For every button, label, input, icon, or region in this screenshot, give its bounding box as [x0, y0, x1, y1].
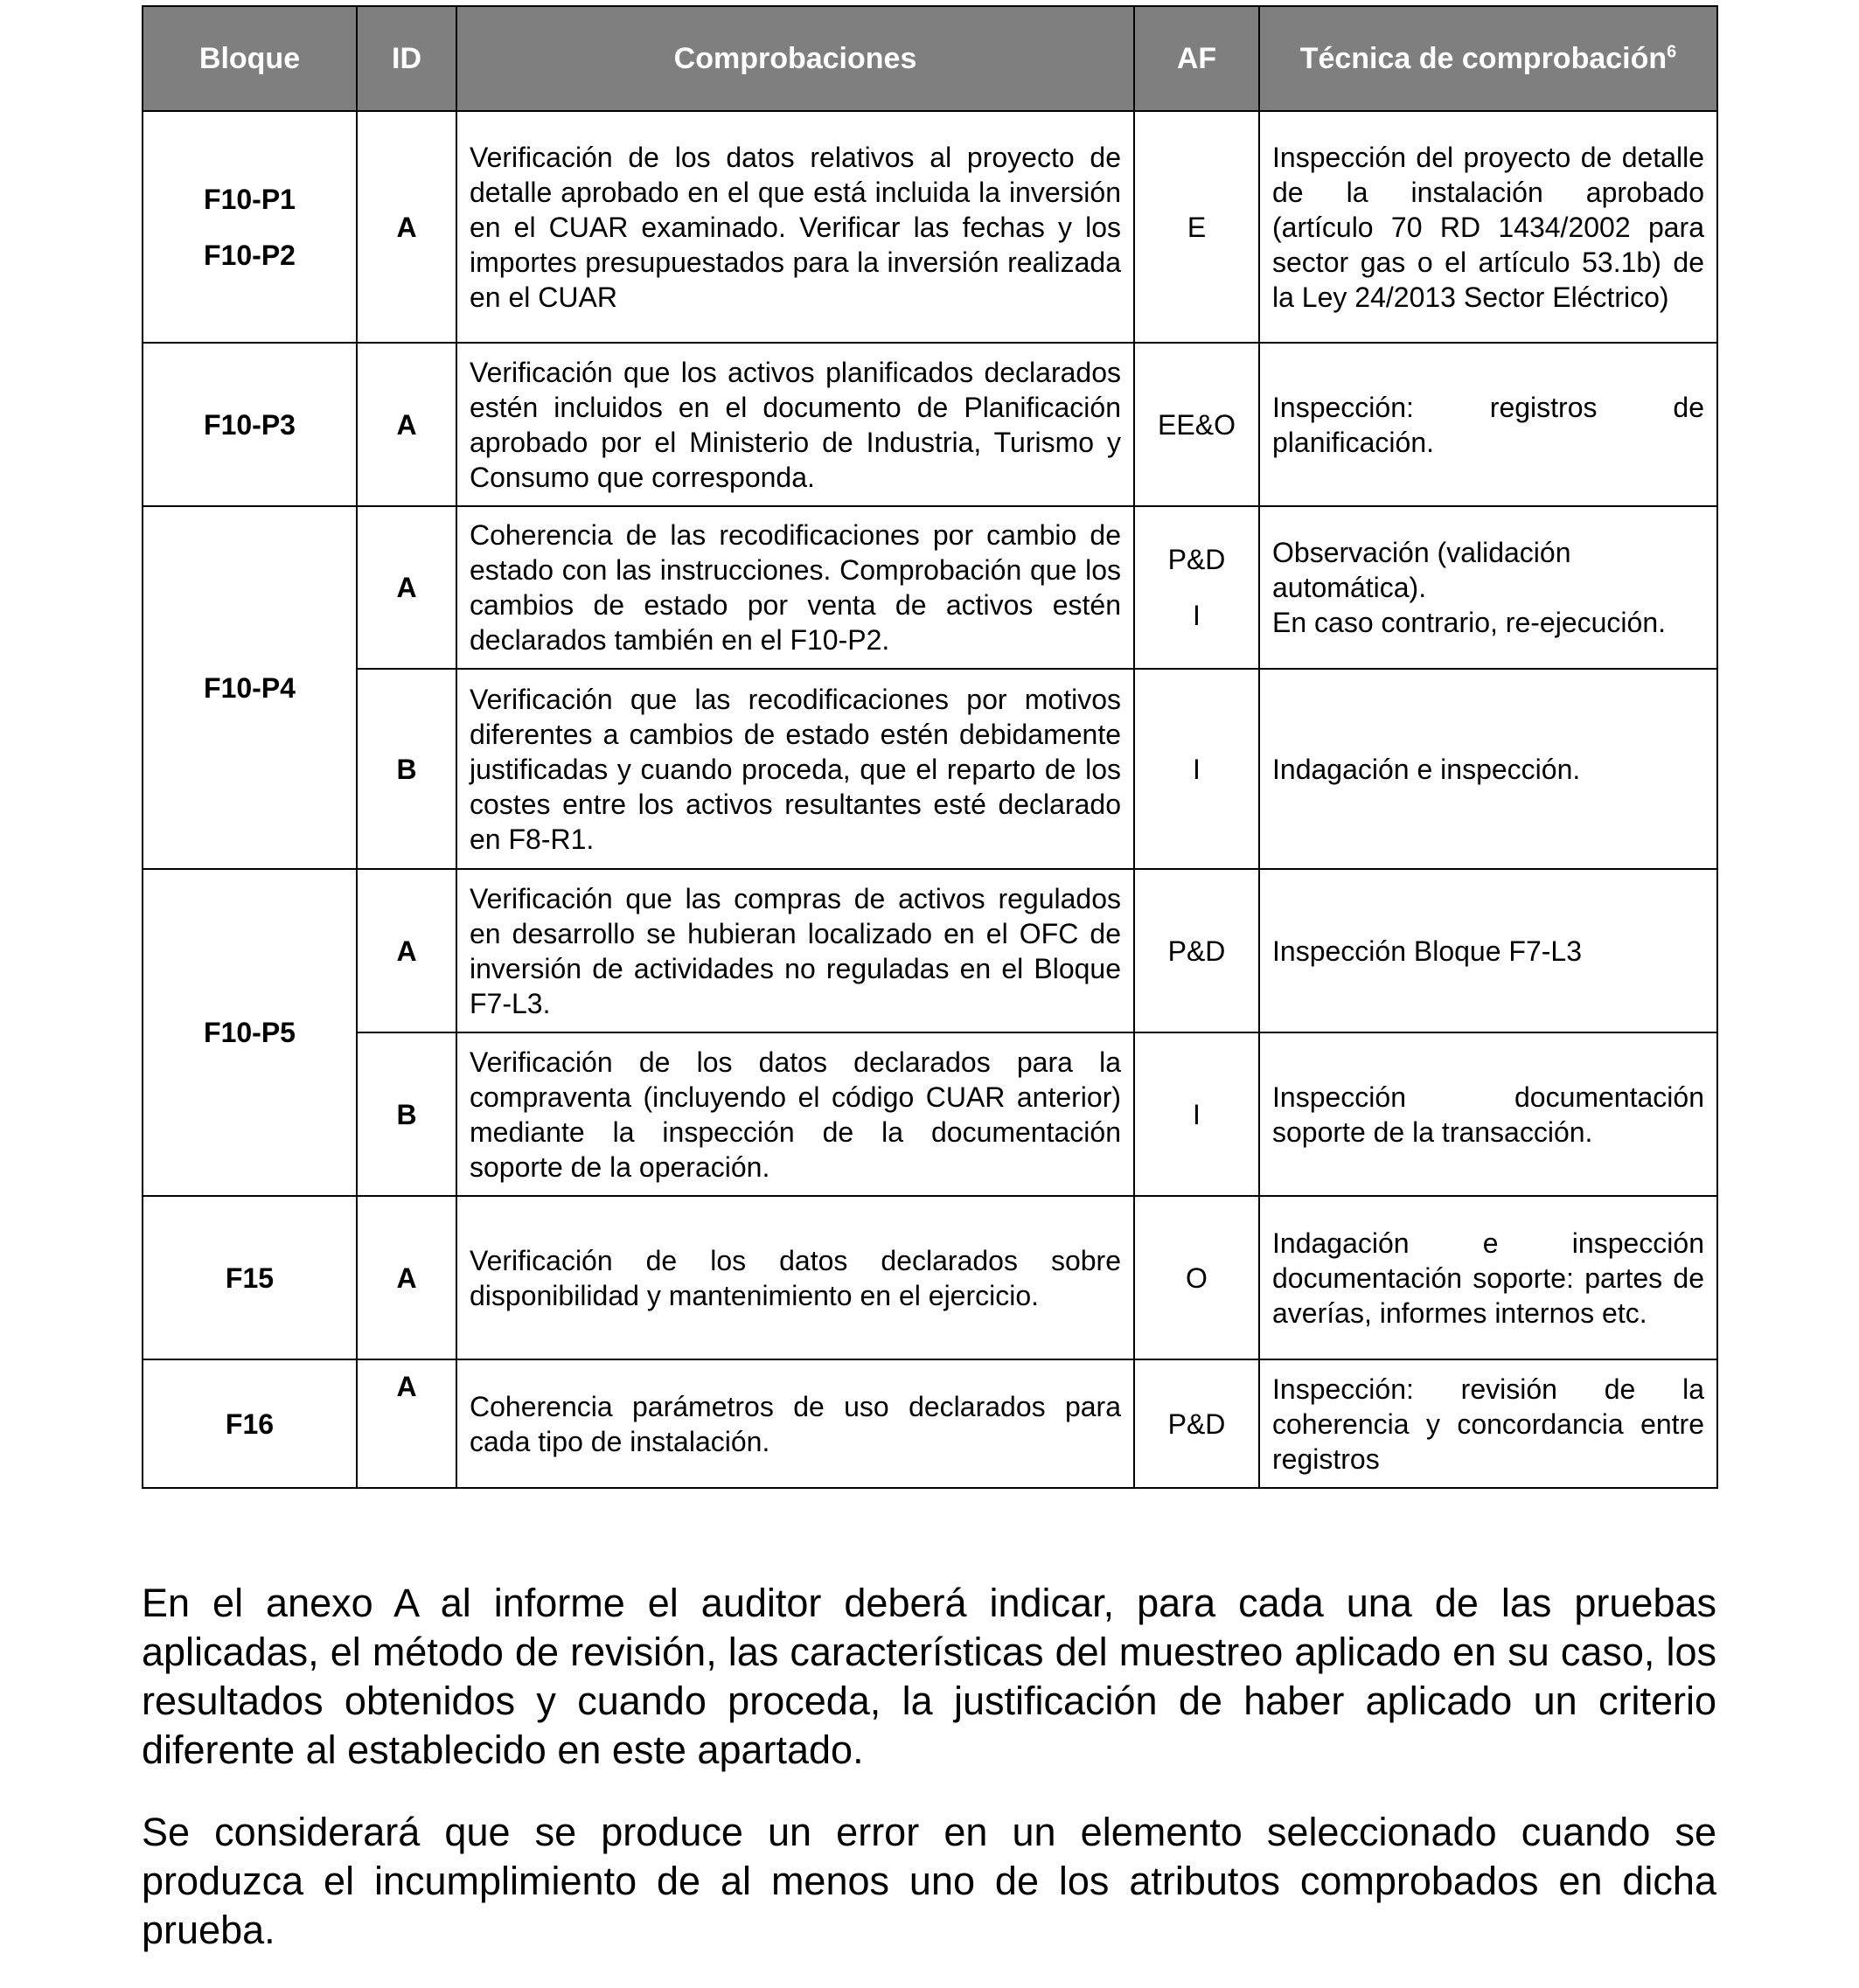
table-row [143, 869, 1717, 1032]
cell-id: A [357, 506, 456, 669]
cell-af: I [1134, 669, 1259, 869]
cell-af: E [1134, 111, 1259, 343]
verification-table [142, 5, 1718, 1489]
cell-bloque: F10-P3 [143, 343, 357, 506]
cell-comprobaciones: Verificación de los datos declarados sobre disponibilidad y mantenimiento en el ejercicio. [456, 1196, 1134, 1359]
cell-comprobaciones: Coherencia de las recodificaciones por cambio de estado con las instrucciones. Comprobación que los cambios de estado por venta de activos estén declarados también en el F10-P2. [456, 506, 1134, 669]
cell-tecnica: Inspección del proyecto de detalle de la instalación aprobado (artículo 70 RD 1434/2002 para sector gas o el artículo 53.1b) de la Ley 24/2013 Sector Eléctrico) [1259, 111, 1717, 343]
header-comprobaciones: Comprobaciones [456, 6, 1134, 111]
table-header-row [143, 6, 1717, 111]
cell-bloque [143, 111, 357, 343]
cell-bloque: F16 [143, 1359, 357, 1488]
cell-af: I [1134, 1032, 1259, 1196]
cell-tecnica: Indagación e inspección documentación soporte: partes de averías, informes internos etc. [1259, 1196, 1717, 1359]
bloque-label: F10-P1 [204, 183, 296, 215]
cell-id: B [357, 669, 456, 869]
paragraph: Se considerará que se produce un error en un elemento seleccionado cuando se produzca el incumplimiento de al menos uno de los atributos comprobados en dicha prueba. [142, 1810, 1716, 1952]
bloque-label: F10-P2 [204, 239, 296, 271]
cell-comprobaciones: Verificación de los datos relativos al proyecto de detalle aprobado en el que está incluida la inversión en el CUAR examinado. Verificar las fechas y los importes presupuestados para la inversión realizada en el CUAR [456, 111, 1134, 343]
cell-comprobaciones: Verificación de los datos declarados para la compraventa (incluyendo el código CUAR anterior) mediante la inspección de la documentación soporte de la operación. [456, 1032, 1134, 1196]
cell-bloque: F10-P5 [143, 869, 357, 1196]
table-row [143, 506, 1717, 669]
cell-comprobaciones: Verificación que las compras de activos regulados en desarrollo se hubieran localizado en el OFC de inversión de actividades no reguladas en el Bloque F7-L3. [456, 869, 1134, 1032]
cell-tecnica [1259, 506, 1717, 669]
cell-id: A [357, 111, 456, 343]
cell-af: O [1134, 1196, 1259, 1359]
cell-tecnica: Inspección documentación soporte de la transacción. [1259, 1032, 1717, 1196]
table-row [143, 343, 1717, 506]
table-row [143, 1032, 1717, 1196]
header-id: ID [357, 6, 456, 111]
footnote-marker: 6 [1667, 42, 1677, 62]
table-row [143, 1196, 1717, 1359]
cell-tecnica: Inspección: revisión de la coherencia y concordancia entre registros [1259, 1359, 1717, 1488]
cell-bloque: F10-P4 [143, 506, 357, 869]
cell-id: A [357, 1196, 456, 1359]
af-label: I [1193, 600, 1201, 631]
cell-af: P&D [1134, 869, 1259, 1032]
tecnica-line: En caso contrario, re-ejecución. [1272, 607, 1666, 638]
cell-comprobaciones: Verificación que las recodificaciones por motivos diferentes a cambios de estado estén debidamente justificadas y cuando proceda, que el reparto de los costes entre los activos resultantes esté declarado en F8-R1. [456, 669, 1134, 869]
af-label: P&D [1167, 544, 1226, 575]
cell-bloque: F15 [143, 1196, 357, 1359]
table-row [143, 669, 1717, 869]
cell-id: A [357, 1359, 456, 1488]
document-page [142, 5, 1716, 1489]
cell-af: EE&O [1134, 343, 1259, 506]
header-tecnica [1259, 6, 1717, 111]
tecnica-line: Observación (validación automática). [1272, 537, 1571, 603]
cell-tecnica: Inspección: registros de planificación. [1259, 343, 1717, 506]
cell-id: A [357, 869, 456, 1032]
table-row [143, 1359, 1717, 1488]
header-bloque: Bloque [143, 6, 357, 111]
cell-af: P&D [1134, 1359, 1259, 1488]
cell-comprobaciones: Coherencia parámetros de uso declarados para cada tipo de instalación. [456, 1359, 1134, 1488]
cell-comprobaciones: Verificación que los activos planificados declarados estén incluidos en el documento de Planificación aprobado por el Ministerio de Industria, Turismo y Consumo que corresponda. [456, 343, 1134, 506]
cell-id: A [357, 343, 456, 506]
paragraph: En el anexo A al informe el auditor deberá indicar, para cada una de las pruebas aplicadas, el método de revisión, las características del muestreo aplicado en su caso, los resultados obtenidos y cuando proceda, la justificación de haber aplicado un criterio diferente al establecido en este apartado. [142, 1581, 1716, 1772]
table-row [143, 111, 1717, 343]
cell-af [1134, 506, 1259, 669]
cell-tecnica: Indagación e inspección. [1259, 669, 1717, 869]
cell-tecnica: Inspección Bloque F7-L3 [1259, 869, 1717, 1032]
cell-id: B [357, 1032, 456, 1196]
header-tecnica-text: Técnica de comprobación [1299, 42, 1668, 75]
header-af: AF [1134, 6, 1259, 111]
body-text [142, 1579, 1716, 1988]
